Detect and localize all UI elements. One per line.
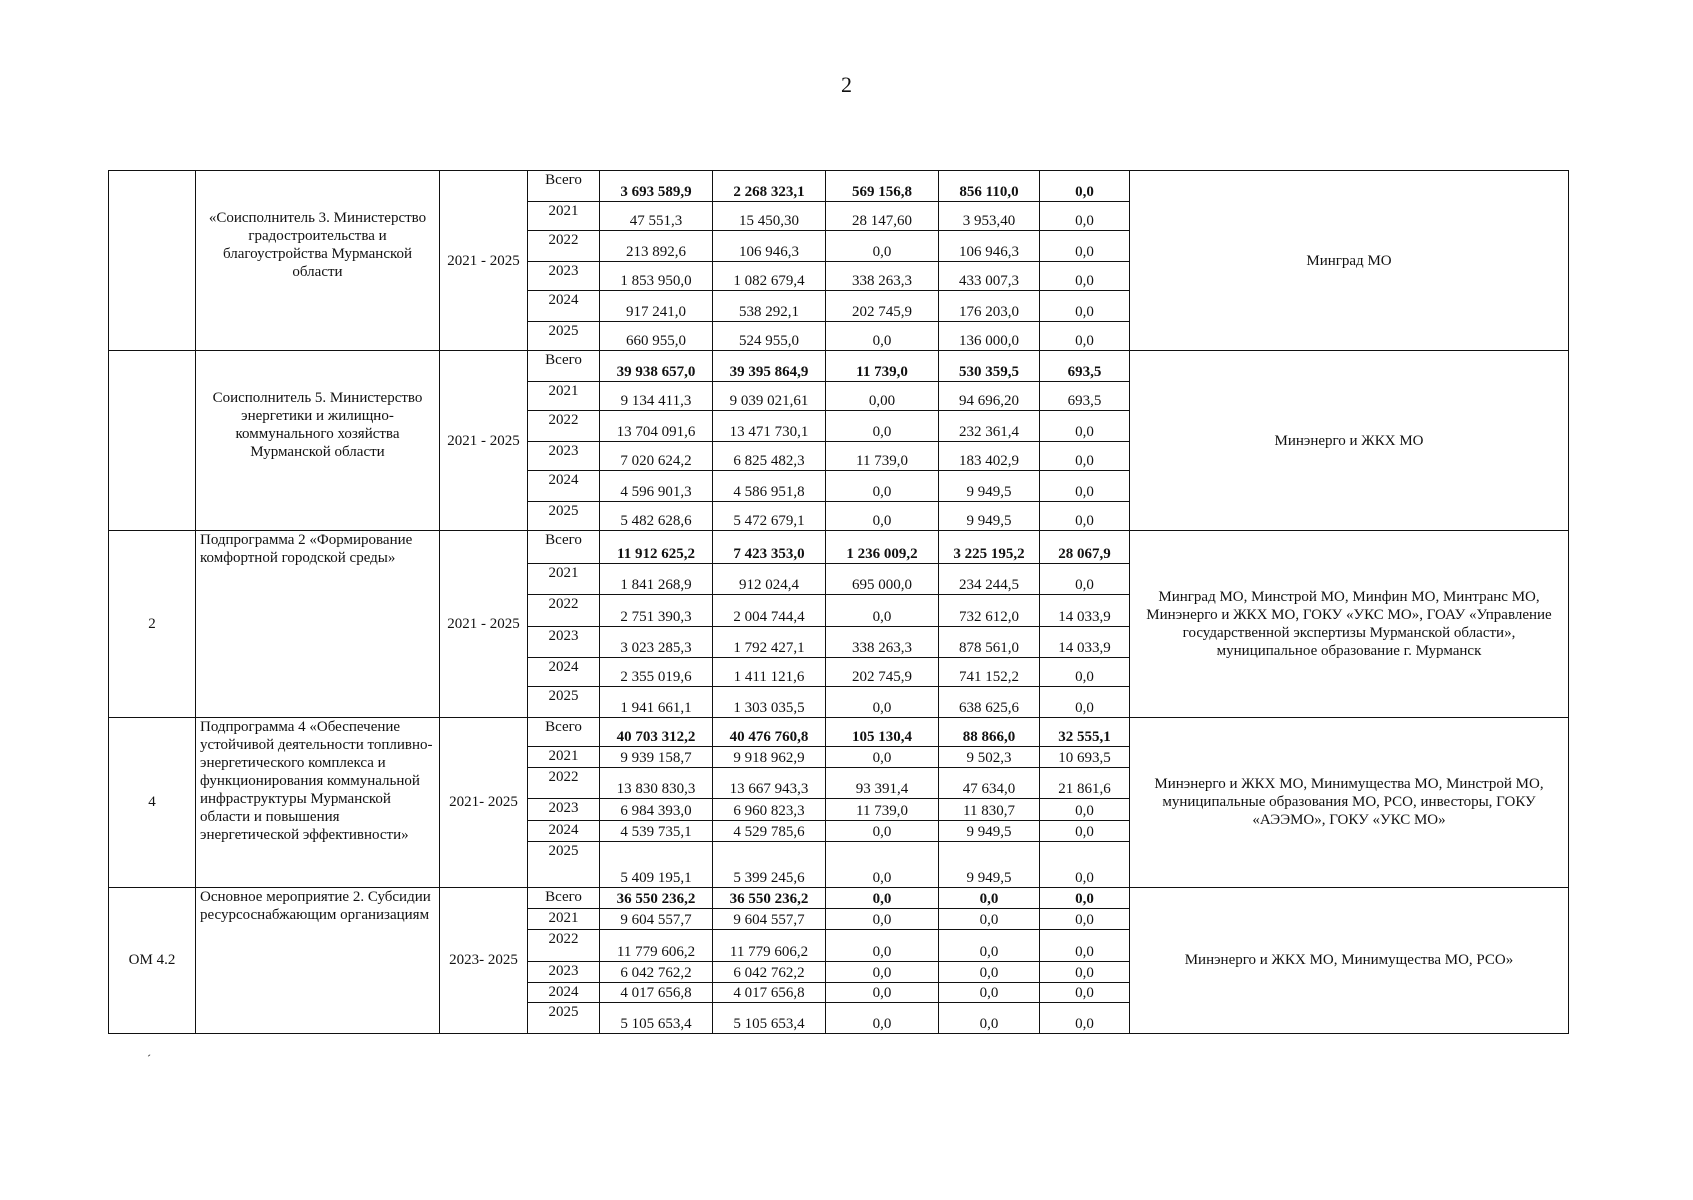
amount-cell: 6 042 762,2 xyxy=(600,961,713,982)
amount-cell: 0,0 xyxy=(1040,201,1130,230)
amount-cell: 0,0 xyxy=(826,909,939,930)
item-period: 2023- 2025 xyxy=(440,887,528,1033)
total-row xyxy=(109,887,1569,909)
amount-cell: 5 409 195,1 xyxy=(600,841,713,887)
amount-cell: 0,0 xyxy=(1040,261,1130,290)
amount-cell: 213 892,6 xyxy=(600,231,713,262)
amount-cell: 917 241,0 xyxy=(600,291,713,322)
amount-cell: 183 402,9 xyxy=(939,441,1040,470)
amount-cell: 14 033,9 xyxy=(1040,626,1130,657)
amount-cell: 5 105 653,4 xyxy=(713,1003,826,1034)
amount-cell: 0,0 xyxy=(939,909,1040,930)
amount-cell: 2 355 019,6 xyxy=(600,657,713,686)
amount-cell: 202 745,9 xyxy=(826,657,939,686)
page-number: 2 xyxy=(841,72,852,97)
amount-cell: 1 792 427,1 xyxy=(713,626,826,657)
total-row xyxy=(109,717,1569,746)
amount-cell: 1 841 268,9 xyxy=(600,563,713,595)
amount-cell: 21 861,6 xyxy=(1040,767,1130,799)
amount-cell: 28 067,9 xyxy=(1040,531,1130,564)
amount-cell: 202 745,9 xyxy=(826,291,939,322)
amount-cell: 0,0 xyxy=(1040,501,1130,530)
amount-cell: 0,0 xyxy=(1040,841,1130,887)
year-cell: Всего xyxy=(528,887,600,909)
budget-table xyxy=(108,170,1569,1034)
amount-cell: 2 751 390,3 xyxy=(600,595,713,627)
amount-cell: 0,0 xyxy=(1040,686,1130,717)
amount-cell: 732 612,0 xyxy=(939,595,1040,627)
item-period: 2021 - 2025 xyxy=(440,351,528,531)
amount-cell: 0,0 xyxy=(826,746,939,767)
amount-cell: 5 399 245,6 xyxy=(713,841,826,887)
amount-cell: 40 476 760,8 xyxy=(713,717,826,746)
item-code xyxy=(109,351,196,531)
amount-cell: 0,0 xyxy=(826,841,939,887)
amount-cell: 11 779 606,2 xyxy=(600,930,713,962)
amount-cell: 0,0 xyxy=(1040,471,1130,502)
year-cell: 2021 xyxy=(528,909,600,930)
amount-cell: 9 134 411,3 xyxy=(600,381,713,410)
amount-cell: 0,0 xyxy=(1040,821,1130,842)
year-cell: 2021 xyxy=(528,201,600,230)
amount-cell: 7 423 353,0 xyxy=(713,531,826,564)
amount-cell: 9 939 158,7 xyxy=(600,746,713,767)
amount-cell: 1 941 661,1 xyxy=(600,686,713,717)
amount-cell: 28 147,60 xyxy=(826,201,939,230)
item-name: Основное мероприятие 2. Субсидии ресурсоснабжающим организациям xyxy=(196,887,440,1033)
amount-cell: 1 236 009,2 xyxy=(826,531,939,564)
amount-cell: 0,0 xyxy=(1040,909,1130,930)
amount-cell: 94 696,20 xyxy=(939,381,1040,410)
amount-cell: 0,0 xyxy=(939,887,1040,909)
amount-cell: 232 361,4 xyxy=(939,411,1040,442)
amount-cell: 0,0 xyxy=(826,231,939,262)
amount-cell: 660 955,0 xyxy=(600,321,713,350)
amount-cell: 4 539 735,1 xyxy=(600,821,713,842)
amount-cell: 338 263,3 xyxy=(826,261,939,290)
amount-cell: 693,5 xyxy=(1040,381,1130,410)
item-executors: Минград МО xyxy=(1130,171,1569,351)
amount-cell: 0,00 xyxy=(826,381,939,410)
amount-cell: 3 693 589,9 xyxy=(600,171,713,202)
amount-cell: 5 482 628,6 xyxy=(600,501,713,530)
amount-cell: 0,0 xyxy=(826,982,939,1003)
year-cell: 2025 xyxy=(528,1003,600,1034)
amount-cell: 338 263,3 xyxy=(826,626,939,657)
amount-cell: 47 634,0 xyxy=(939,767,1040,799)
amount-cell: 0,0 xyxy=(1040,171,1130,202)
item-executors: Минэнерго и ЖКХ МО, Минимущества МО, Минстрой МО, муниципальные образования МО, РСО, инвесторы, ГОКУ «АЭЭМО», ГОКУ «УКС МО» xyxy=(1130,717,1569,887)
year-cell: 2022 xyxy=(528,767,600,799)
amount-cell: 0,0 xyxy=(1040,657,1130,686)
item-name: «Соисполнитель 3. Министерство градостроительства и благоустройства Мурманской области xyxy=(196,171,440,351)
amount-cell: 0,0 xyxy=(1040,563,1130,595)
amount-cell: 3 953,40 xyxy=(939,201,1040,230)
item-code: 4 xyxy=(109,717,196,887)
amount-cell: 695 000,0 xyxy=(826,563,939,595)
year-cell: 2023 xyxy=(528,626,600,657)
year-cell: 2025 xyxy=(528,501,600,530)
amount-cell: 88 866,0 xyxy=(939,717,1040,746)
amount-cell: 1 411 121,6 xyxy=(713,657,826,686)
amount-cell: 0,0 xyxy=(939,982,1040,1003)
year-cell: 2024 xyxy=(528,471,600,502)
amount-cell: 0,0 xyxy=(939,961,1040,982)
amount-cell: 524 955,0 xyxy=(713,321,826,350)
amount-cell: 9 604 557,7 xyxy=(600,909,713,930)
amount-cell: 0,0 xyxy=(826,501,939,530)
item-code: ОМ 4.2 xyxy=(109,887,196,1033)
amount-cell: 10 693,5 xyxy=(1040,746,1130,767)
amount-cell: 6 042 762,2 xyxy=(713,961,826,982)
amount-cell: 0,0 xyxy=(1040,799,1130,821)
item-executors: Минэнерго и ЖКХ МО xyxy=(1130,351,1569,531)
year-cell: 2025 xyxy=(528,686,600,717)
amount-cell: 11 830,7 xyxy=(939,799,1040,821)
amount-cell: 11 779 606,2 xyxy=(713,930,826,962)
amount-cell: 6 825 482,3 xyxy=(713,441,826,470)
amount-cell: 36 550 236,2 xyxy=(713,887,826,909)
amount-cell: 105 130,4 xyxy=(826,717,939,746)
item-period: 2021 - 2025 xyxy=(440,531,528,718)
year-cell: 2022 xyxy=(528,930,600,962)
amount-cell: 0,0 xyxy=(1040,961,1130,982)
item-code: 2 xyxy=(109,531,196,718)
amount-cell: 4 586 951,8 xyxy=(713,471,826,502)
year-cell: 2023 xyxy=(528,961,600,982)
year-cell: 2025 xyxy=(528,841,600,887)
amount-cell: 0,0 xyxy=(826,961,939,982)
amount-cell: 11 912 625,2 xyxy=(600,531,713,564)
amount-cell: 14 033,9 xyxy=(1040,595,1130,627)
amount-cell: 0,0 xyxy=(826,821,939,842)
amount-cell: 39 938 657,0 xyxy=(600,351,713,382)
amount-cell: 5 105 653,4 xyxy=(600,1003,713,1034)
amount-cell: 11 739,0 xyxy=(826,799,939,821)
year-cell: Всего xyxy=(528,717,600,746)
amount-cell: 530 359,5 xyxy=(939,351,1040,382)
year-cell: 2023 xyxy=(528,799,600,821)
year-cell: 2022 xyxy=(528,231,600,262)
item-name: Подпрограмма 4 «Обеспечение устойчивой деятельности топливно-энергетического комплекса и функционирования коммунальной инфраструктуры Мурманской области и повышения энергетической эффективности» xyxy=(196,717,440,887)
amount-cell: 0,0 xyxy=(1040,982,1130,1003)
amount-cell: 11 739,0 xyxy=(826,351,939,382)
year-cell: 2024 xyxy=(528,657,600,686)
year-cell: Всего xyxy=(528,171,600,202)
amount-cell: 4 017 656,8 xyxy=(600,982,713,1003)
amount-cell: 176 203,0 xyxy=(939,291,1040,322)
amount-cell: 4 529 785,6 xyxy=(713,821,826,842)
amount-cell: 13 830 830,3 xyxy=(600,767,713,799)
amount-cell: 433 007,3 xyxy=(939,261,1040,290)
amount-cell: 40 703 312,2 xyxy=(600,717,713,746)
amount-cell: 13 704 091,6 xyxy=(600,411,713,442)
year-cell: 2023 xyxy=(528,261,600,290)
amount-cell: 538 292,1 xyxy=(713,291,826,322)
year-cell: 2022 xyxy=(528,595,600,627)
amount-cell: 234 244,5 xyxy=(939,563,1040,595)
year-cell: 2024 xyxy=(528,821,600,842)
amount-cell: 741 152,2 xyxy=(939,657,1040,686)
amount-cell: 2 004 744,4 xyxy=(713,595,826,627)
amount-cell: 106 946,3 xyxy=(713,231,826,262)
amount-cell: 9 949,5 xyxy=(939,821,1040,842)
year-cell: 2024 xyxy=(528,291,600,322)
item-code xyxy=(109,171,196,351)
amount-cell: 1 303 035,5 xyxy=(713,686,826,717)
amount-cell: 9 949,5 xyxy=(939,501,1040,530)
amount-cell: 0,0 xyxy=(1040,1003,1130,1034)
amount-cell: 0,0 xyxy=(826,321,939,350)
year-cell: 2024 xyxy=(528,982,600,1003)
amount-cell: 6 984 393,0 xyxy=(600,799,713,821)
amount-cell: 9 949,5 xyxy=(939,841,1040,887)
year-cell: 2021 xyxy=(528,746,600,767)
amount-cell: 15 450,30 xyxy=(713,201,826,230)
item-executors: Минград МО, Минстрой МО, Минфин МО, Минтранс МО, Минэнерго и ЖКХ МО, ГОКУ «УКС МО», ГОАУ «Управление государственной экспертизы Мурманской области», муниципальное образование г. Мурманск xyxy=(1130,531,1569,718)
total-row xyxy=(109,351,1569,382)
amount-cell: 13 471 730,1 xyxy=(713,411,826,442)
amount-cell: 0,0 xyxy=(1040,887,1130,909)
amount-cell: 878 561,0 xyxy=(939,626,1040,657)
amount-cell: 11 739,0 xyxy=(826,441,939,470)
amount-cell: 7 020 624,2 xyxy=(600,441,713,470)
amount-cell: 136 000,0 xyxy=(939,321,1040,350)
amount-cell: 0,0 xyxy=(826,595,939,627)
amount-cell: 569 156,8 xyxy=(826,171,939,202)
amount-cell: 0,0 xyxy=(1040,321,1130,350)
year-cell: 2022 xyxy=(528,411,600,442)
amount-cell: 2 268 323,1 xyxy=(713,171,826,202)
amount-cell: 32 555,1 xyxy=(1040,717,1130,746)
amount-cell: 912 024,4 xyxy=(713,563,826,595)
item-name: Подпрограмма 2 «Формирование комфортной городской среды» xyxy=(196,531,440,718)
item-name: Соисполнитель 5. Министерство энергетики и жилищно-коммунального хозяйства Мурманской области xyxy=(196,351,440,531)
amount-cell: 1 853 950,0 xyxy=(600,261,713,290)
amount-cell: 39 395 864,9 xyxy=(713,351,826,382)
amount-cell: 856 110,0 xyxy=(939,171,1040,202)
amount-cell: 0,0 xyxy=(826,471,939,502)
amount-cell: 0,0 xyxy=(1040,930,1130,962)
amount-cell: 0,0 xyxy=(1040,441,1130,470)
amount-cell: 0,0 xyxy=(1040,411,1130,442)
item-executors: Минэнерго и ЖКХ МО, Минимущества МО, РСО» xyxy=(1130,887,1569,1033)
year-cell: Всего xyxy=(528,531,600,564)
amount-cell: 0,0 xyxy=(939,1003,1040,1034)
amount-cell: 9 039 021,61 xyxy=(713,381,826,410)
amount-cell: 0,0 xyxy=(1040,231,1130,262)
amount-cell: 9 918 962,9 xyxy=(713,746,826,767)
amount-cell: 13 667 943,3 xyxy=(713,767,826,799)
amount-cell: 5 472 679,1 xyxy=(713,501,826,530)
year-cell: Всего xyxy=(528,351,600,382)
amount-cell: 36 550 236,2 xyxy=(600,887,713,909)
amount-cell: 1 082 679,4 xyxy=(713,261,826,290)
amount-cell: 3 225 195,2 xyxy=(939,531,1040,564)
year-cell: 2025 xyxy=(528,321,600,350)
amount-cell: 6 960 823,3 xyxy=(713,799,826,821)
amount-cell: 0,0 xyxy=(1040,291,1130,322)
year-cell: 2021 xyxy=(528,381,600,410)
amount-cell: 4 017 656,8 xyxy=(713,982,826,1003)
amount-cell: 4 596 901,3 xyxy=(600,471,713,502)
year-cell: 2023 xyxy=(528,441,600,470)
amount-cell: 106 946,3 xyxy=(939,231,1040,262)
amount-cell: 93 391,4 xyxy=(826,767,939,799)
amount-cell: 9 604 557,7 xyxy=(713,909,826,930)
amount-cell: 0,0 xyxy=(826,686,939,717)
amount-cell: 0,0 xyxy=(826,411,939,442)
total-row xyxy=(109,171,1569,202)
year-cell: 2021 xyxy=(528,563,600,595)
amount-cell: 9 502,3 xyxy=(939,746,1040,767)
amount-cell: 0,0 xyxy=(826,1003,939,1034)
item-period: 2021- 2025 xyxy=(440,717,528,887)
amount-cell: 0,0 xyxy=(939,930,1040,962)
stray-mark: ´ xyxy=(147,1052,151,1066)
amount-cell: 47 551,3 xyxy=(600,201,713,230)
total-row xyxy=(109,531,1569,564)
amount-cell: 0,0 xyxy=(826,930,939,962)
item-period: 2021 - 2025 xyxy=(440,171,528,351)
amount-cell: 638 625,6 xyxy=(939,686,1040,717)
amount-cell: 0,0 xyxy=(826,887,939,909)
amount-cell: 693,5 xyxy=(1040,351,1130,382)
amount-cell: 3 023 285,3 xyxy=(600,626,713,657)
amount-cell: 9 949,5 xyxy=(939,471,1040,502)
